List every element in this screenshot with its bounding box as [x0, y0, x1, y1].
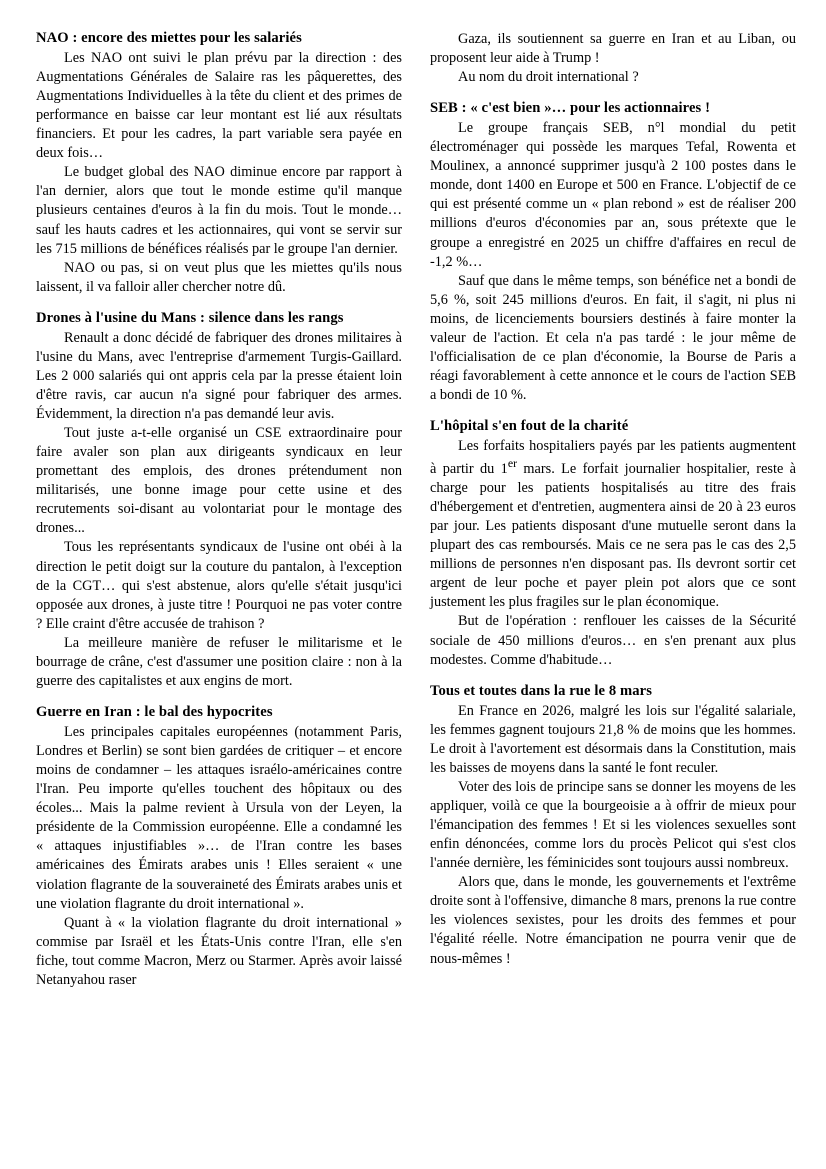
article-title: NAO : encore des miettes pour les salariés: [36, 30, 302, 46]
article-paragraph: Les principales capitales européennes (notamment Paris, Londres et Berlin) se sont bien gardées de critiquer – et encore moins de condamner – les attaques israélo-américaines contre l'Iran. Peu importe qu'elles touchent des hôpitaux ou des écoles... Mais la palme revient à Ursula von der Leyen, la présidente de la Commission européenne. Elle a condamné les « attaques injustifiables »… de l'Iran contre les bases américaines des Émirats arabes unis ! Elles seraient « une violation flagrante de la souveraineté des Émirats arabes unis et une violation flagrante du droit international ».: [36, 723, 402, 912]
article-paragraph: Tout juste a-t-elle organisé un CSE extraordinaire pour faire avaler son plan aux dirigeants syndicaux en leur promettant des emplois, des drones prétendument non militarisés, une bonne image pour cette usine et des recrutements soi-disant au volontariat pour le montage des drones...: [36, 425, 402, 537]
article-title: SEB : « c'est bien »… pour les actionnaires !: [430, 100, 711, 117]
article-nao: [36, 30, 402, 297]
article-paragraph: Les NAO ont suivi le plan prévu par la direction : des Augmentations Générales de Salaire ras les pâquerettes, des Augmentations Individuelles à la tête du client et des primes de performance en baisse car leur montant est lié aux résultats financiers. Et pour les cadres, la part variable sera payée en deux fois…: [36, 49, 402, 162]
article-title: L'hôpital s'en fout de la charité: [430, 418, 629, 435]
article-drones: [36, 310, 402, 691]
article-paragraph: Tous les représentants syndicaux de l'usine ont obéi à la direction le petit doigt sur la couture du pantalon, à l'exception de la CGT… qui s'est abstenue, alors qu'elle s'était jusqu'ici opposée aux drones, à juste titre ! Pourquoi ne pas voter contre ? Elle craint d'être accusée de trahison ?: [36, 539, 402, 632]
article-paragraph: La meilleure manière de refuser le militarisme et le bourrage de crâne, c'est d'assumer une position claire : non à la guerre des capitalistes et aux engins de mort.: [36, 634, 402, 690]
article-paragraph: Le budget global des NAO diminue encore par rapport à l'an dernier, alors que tout le monde estime qu'il manque plusieurs centaines d'euros à la fin du mois. Tout le monde… sauf les hauts cadres et les actionnaires, qui vont se servir sur les 715 millions de bénéfices réalisés par le groupe l'an dernier.: [36, 164, 402, 257]
article-title: Tous et toutes dans la rue le 8 mars: [430, 682, 652, 699]
article-paragraph: Voter des lois de principe sans se donner les moyens de les appliquer, voilà ce que la bourgeoisie a à offrir de mieux pour l'émancipation des femmes ! Et si les violences sexuelles sont enfin dénoncées, comme lors du procès Pelicot qui s'est clos l'année dernière, les féminicides sont toujours aussi nombreux.: [430, 778, 796, 872]
article-paragraph: Quant à « la violation flagrante du droit international » commise par Israël et les États-Unis contre l'Iran, elle s'en fiche, tout comme Macron, Merz ou Starmer. Après avoir laissé Netanyahou raser: [36, 914, 402, 988]
article-8-mars: [430, 683, 796, 969]
article-title: Drones à l'usine du Mans : silence dans les rangs: [36, 309, 344, 326]
article-title: Guerre en Iran : le bal des hypocrites: [36, 704, 273, 721]
article-paragraph: En France en 2026, malgré les lois sur l'égalité salariale, les femmes gagnent toujours 21,8 % de moins que les hommes. Le droit à l'avortement est désormais dans la Constitution, mais les baisses de moyens dans la santé le font reculer.: [430, 702, 796, 776]
article-paragraph: Gaza, ils soutiennent sa guerre en Iran et au Liban, ou proposent leur aide à Trump !: [430, 31, 796, 67]
article-paragraph: Renault a donc décidé de fabriquer des drones militaires à l'usine du Mans, avec l'entreprise d'armement Turgis-Gaillard. Les 2 000 salariés qui ont appris cela par la presse étaient loin d'être ravis, car aucun n'a signé pour fabriquer des armes. Évidemment, la direction n'a pas demandé leur avis.: [36, 329, 402, 422]
right-column: [430, 30, 796, 1141]
article-paragraph: Les forfaits hospitaliers payés par les patients augmentent à partir du 1er mars. Le forfait journalier hospitalier, reste à charge pour les patients hospitalisés au titre des frais d'hébergement et d'entretien, augmentera ainsi de 20 à 23 euros par jour. Les patients disposant d'une mutuelle seront dans la plupart des cas remboursés. Mais ce ne sera pas le cas des 2,5 millions de personnes n'en disposant pas. Ils devront sortir cet argent de leur poche et payer plein pot alors que ce sont justement les plus fragiles sur le plan économique.: [430, 438, 796, 611]
article-paragraph: Au nom du droit international ?: [458, 69, 639, 86]
article-paragraph: Alors que, dans le monde, les gouvernements et l'extrême droite sont à l'offensive, dimanche 8 mars, prenons la rue contre les violences sexistes, pour les droits des femmes et pour l'égalité réelle. Notre émancipation ne pourra venir que de nous-mêmes !: [430, 874, 796, 967]
article-paragraph: Le groupe français SEB, n°l mondial du petit électroménager qui possède les marques Tefal, Rowenta et Moulinex, a annoncé supprimer jusqu'à 2 100 postes dans le monde, dont 1400 en Europe et 500 en France. L'objectif de ce qui est présenté comme un « plan rebond » est de réaliser 200 millions d'euros d'économies par an, sous prétexte que le groupe a enregistré en 2025 un chiffre d'affaires en recul de -1,2 %…: [430, 120, 796, 270]
left-column: [36, 30, 402, 1141]
article-seb: [430, 100, 796, 405]
article-paragraph: But de l'opération : renflouer les caisses de la Sécurité sociale de 450 millions d'euros… en s'en prenant aux plus modestes. Comme d'habitude…: [430, 613, 796, 668]
article-paragraph: Sauf que dans le même temps, son bénéfice net a bondi de 5,6 %, soit 245 millions d'euros. En fait, il s'agit, ni plus ni moins, de licenciements boursiers destinés à faire monter la valeur de l'action. Et cela n'a pas tardé : le jour même de l'officialisation de ce plan d'économie, la Bourse de Paris a réagi favorablement à cette annonce et le cours de l'action SEB a bondi de 10 %.: [430, 272, 796, 404]
two-column-layout: [36, 30, 794, 1141]
article-paragraph: NAO ou pas, si on veut plus que les miettes qu'ils nous laissent, il va falloir aller chercher notre dû.: [36, 259, 402, 295]
article-hopital: [430, 418, 796, 670]
article-iran-continued: [430, 30, 796, 87]
article-iran: [36, 704, 402, 990]
